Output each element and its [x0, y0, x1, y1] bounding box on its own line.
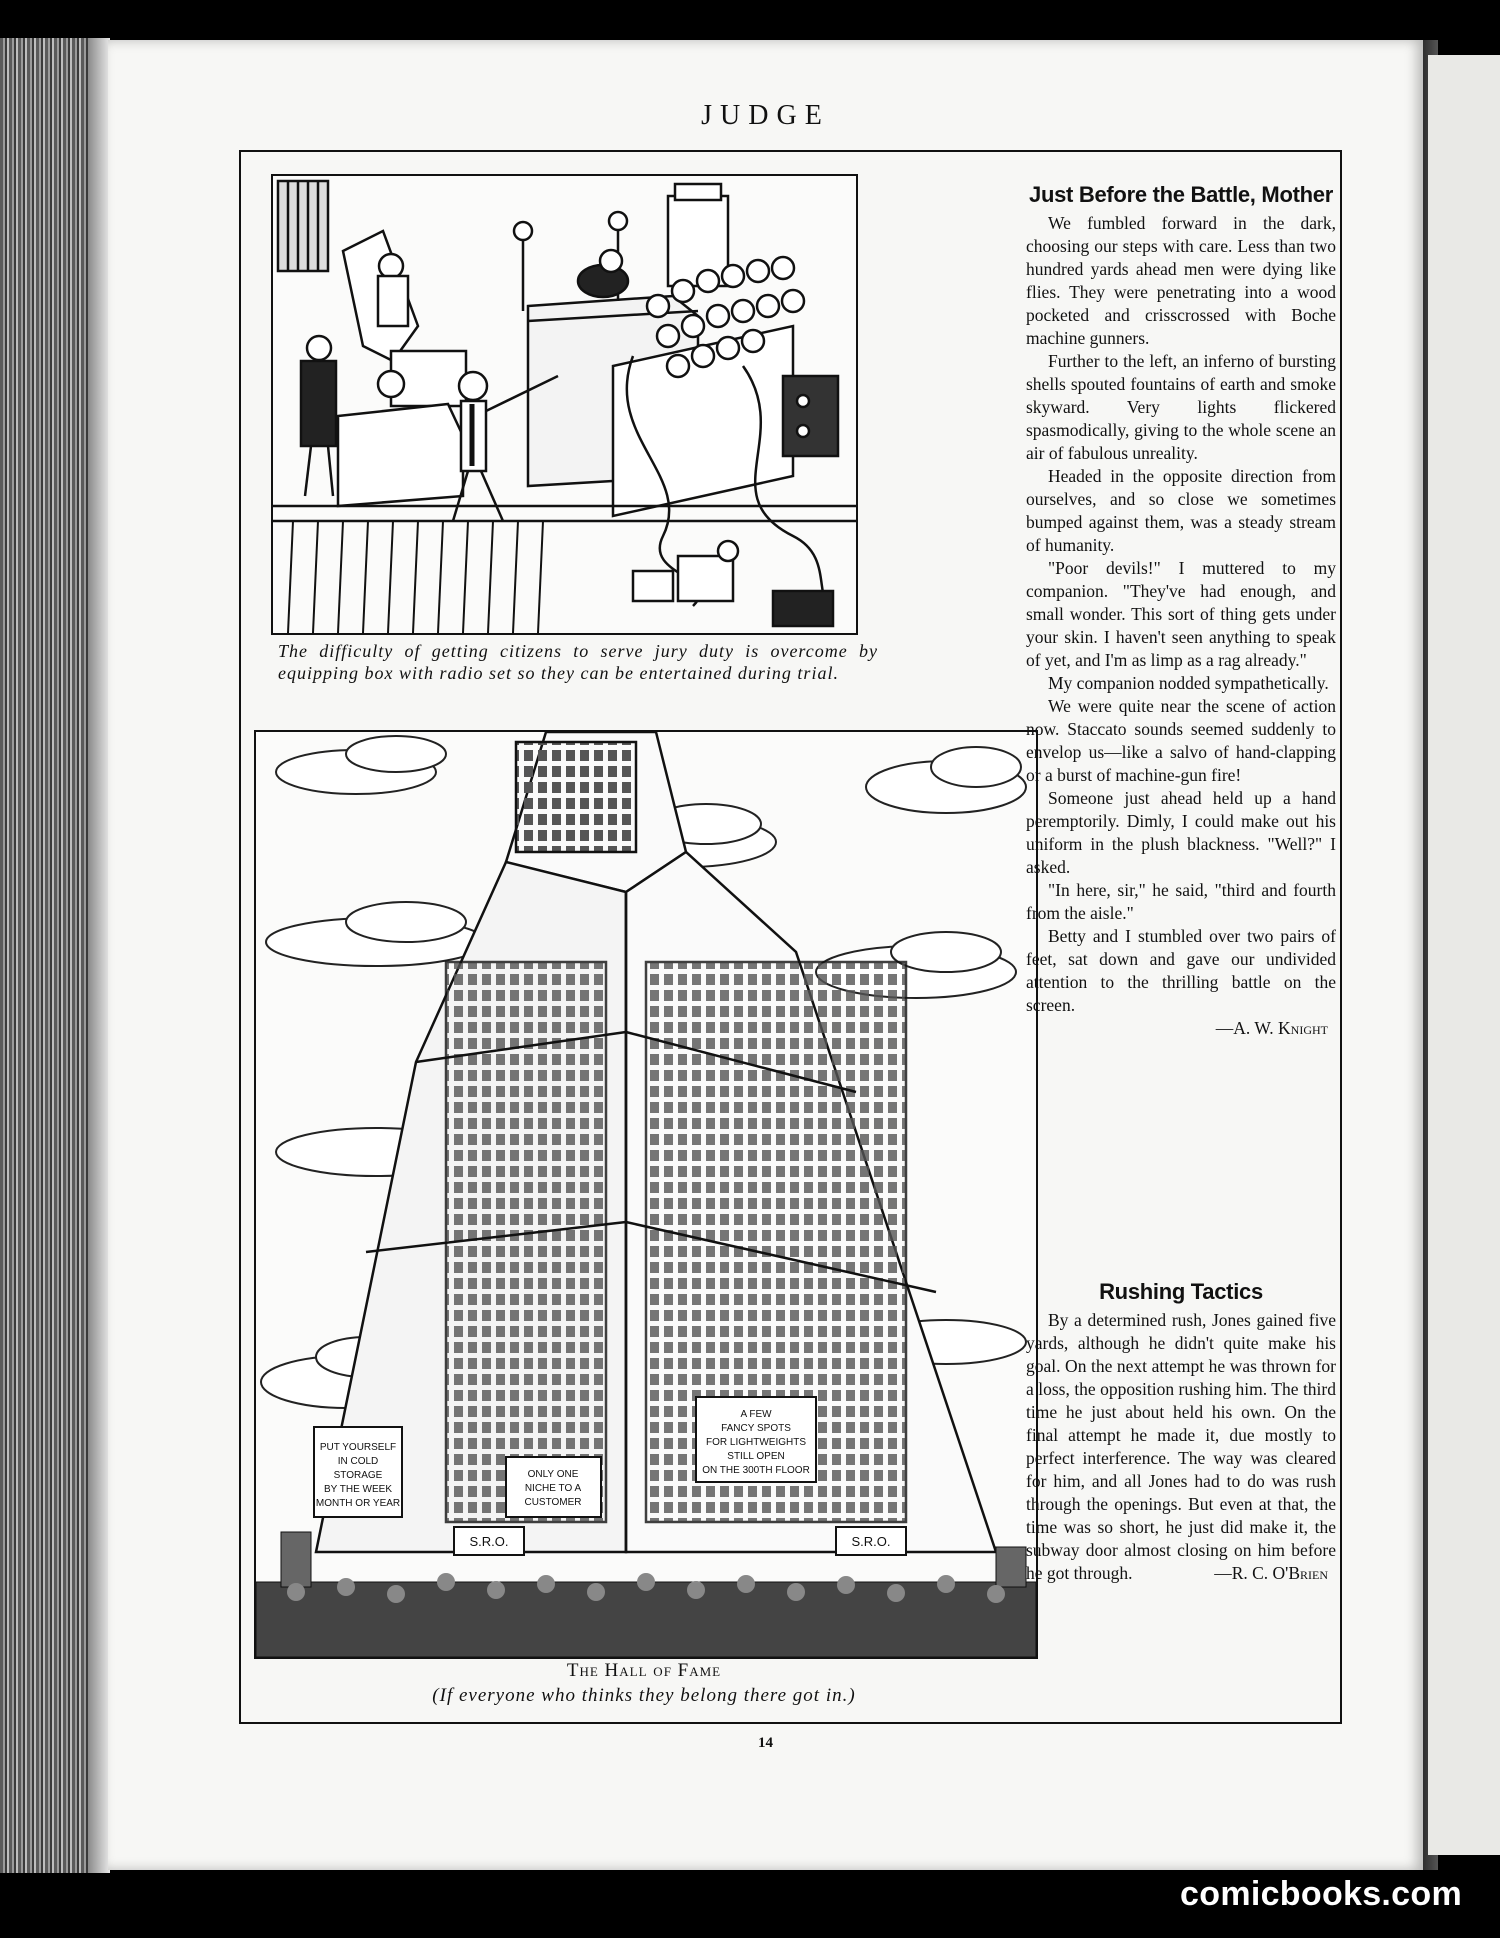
- sign-one-niche-3: CUSTOMER: [524, 1497, 582, 1508]
- sign-fancy-spots-4: STILL OPEN: [727, 1451, 785, 1462]
- article-rushing-byline: —R. C. O'Brien: [1214, 1563, 1328, 1583]
- sign-fancy-spots-5: ON THE 300TH FLOOR: [702, 1465, 810, 1476]
- article-battle-paragraph: We fumbled forward in the dark, choosing our steps with care. Less than two hundred yards ahead men were dying like flies. They were penetrating into a wood pocketed and crisscrossed with Boche machine gunners.: [1026, 213, 1336, 348]
- sign-cold-storage-2: IN COLD: [337, 1456, 379, 1467]
- sign-fancy-spots: A FEW: [740, 1409, 772, 1420]
- sign-one-niche: ONLY ONE: [527, 1469, 579, 1480]
- article-battle-byline: —A. W. Knight: [1215, 1018, 1328, 1038]
- sro-sign-left: S.R.O.: [469, 1534, 509, 1549]
- sign-one-niche-2: NICHE TO A: [524, 1483, 582, 1494]
- article-battle-paragraph: Someone just ahead held up a hand peremptorily. Dimly, I could make out his uniform in the plush blackness. "Well?" I asked.: [1026, 788, 1336, 877]
- sign-cold-storage-5: MONTH OR YEAR: [315, 1498, 401, 1509]
- article-rushing-title: Rushing Tactics: [1099, 1279, 1263, 1304]
- article-battle-paragraph: We were quite near the scene of action now. Staccato sounds seemed suddenly to envelop us—like a salvo of hand-clapping or a burst of machine-gun fire!: [1026, 696, 1336, 785]
- article-battle-paragraph: Headed in the opposite direction from ourselves, and so close we sometimes bumped against them, was a steady stream of humanity.: [1026, 466, 1336, 555]
- hall-of-fame-subtitle: (If everyone who thinks they belong there got in.): [432, 1685, 856, 1706]
- sign-fancy-spots-2: FANCY SPOTS: [721, 1423, 791, 1434]
- article-battle-paragraph: Further to the left, an inferno of bursting shells spouted fountains of earth and smoke skyward. Very lights flickered spasmodically, giving to the whole scene an air of fabulous unreality.: [1026, 351, 1336, 463]
- sign-cold-storage: PUT YOURSELF: [319, 1442, 397, 1453]
- courtroom-cartoon-drawing: [273, 176, 856, 633]
- magazine-page: [108, 40, 1423, 1870]
- skyscraper-drawing: [256, 732, 1036, 1657]
- sign-cold-storage-3: STORAGE: [333, 1470, 383, 1481]
- sign-fancy-spots-3: FOR LIGHTWEIGHTS: [706, 1437, 806, 1448]
- article-battle: [1026, 183, 1336, 1040]
- article-battle-paragraph: My companion nodded sympathetically.: [1048, 673, 1329, 693]
- article-battle-paragraph: Betty and I stumbled over two pairs of feet, sat down and gave our undivided attention to the thrilling battle on the screen.: [1026, 926, 1336, 1015]
- hall-of-fame-cartoon: [254, 730, 1038, 1659]
- facing-page-edge: [1428, 55, 1500, 1855]
- sro-sign-right: S.R.O.: [851, 1534, 891, 1549]
- page-number: 14: [758, 1735, 773, 1751]
- site-watermark: comicbooks.com: [1180, 1875, 1462, 1913]
- article-rushing-paragraph: By a determined rush, Jones gained five yards, although he didn't quite make his goal. On the next attempt he was thrown for a loss, the opposition rushing him. The third time he just about held his own. On the final attempt he made it, due mostly to perfect interference. The way was cleared for him, and all Jones had to do was rush through the openings. But even at that, the time was so short, he just did make it, the subway door almost closing on him before he got through.: [1026, 1310, 1336, 1583]
- courtroom-caption: The difficulty of getting citizens to serve jury duty is overcome by equipping box with radio set so they can be entertained during trial.: [278, 641, 878, 683]
- article-battle-title: Just Before the Battle, Mother: [1029, 182, 1333, 207]
- book-spine-gutter: [88, 38, 110, 1873]
- hall-of-fame-title: The Hall of Fame: [566, 1660, 722, 1681]
- article-rushing: [1026, 1280, 1336, 1585]
- courtroom-cartoon: [271, 174, 858, 635]
- masthead: JUDGE: [701, 100, 830, 131]
- article-battle-paragraph: "In here, sir," he said, "third and fourth from the aisle.": [1026, 880, 1336, 923]
- sign-cold-storage-4: BY THE WEEK: [324, 1484, 392, 1495]
- article-battle-paragraph: "Poor devils!" I muttered to my companion. "They've had enough, and small wonder. This sort of thing gets under your skin. I haven't seen anything to speak of yet, and I'm as limp as a rag already.": [1026, 558, 1336, 670]
